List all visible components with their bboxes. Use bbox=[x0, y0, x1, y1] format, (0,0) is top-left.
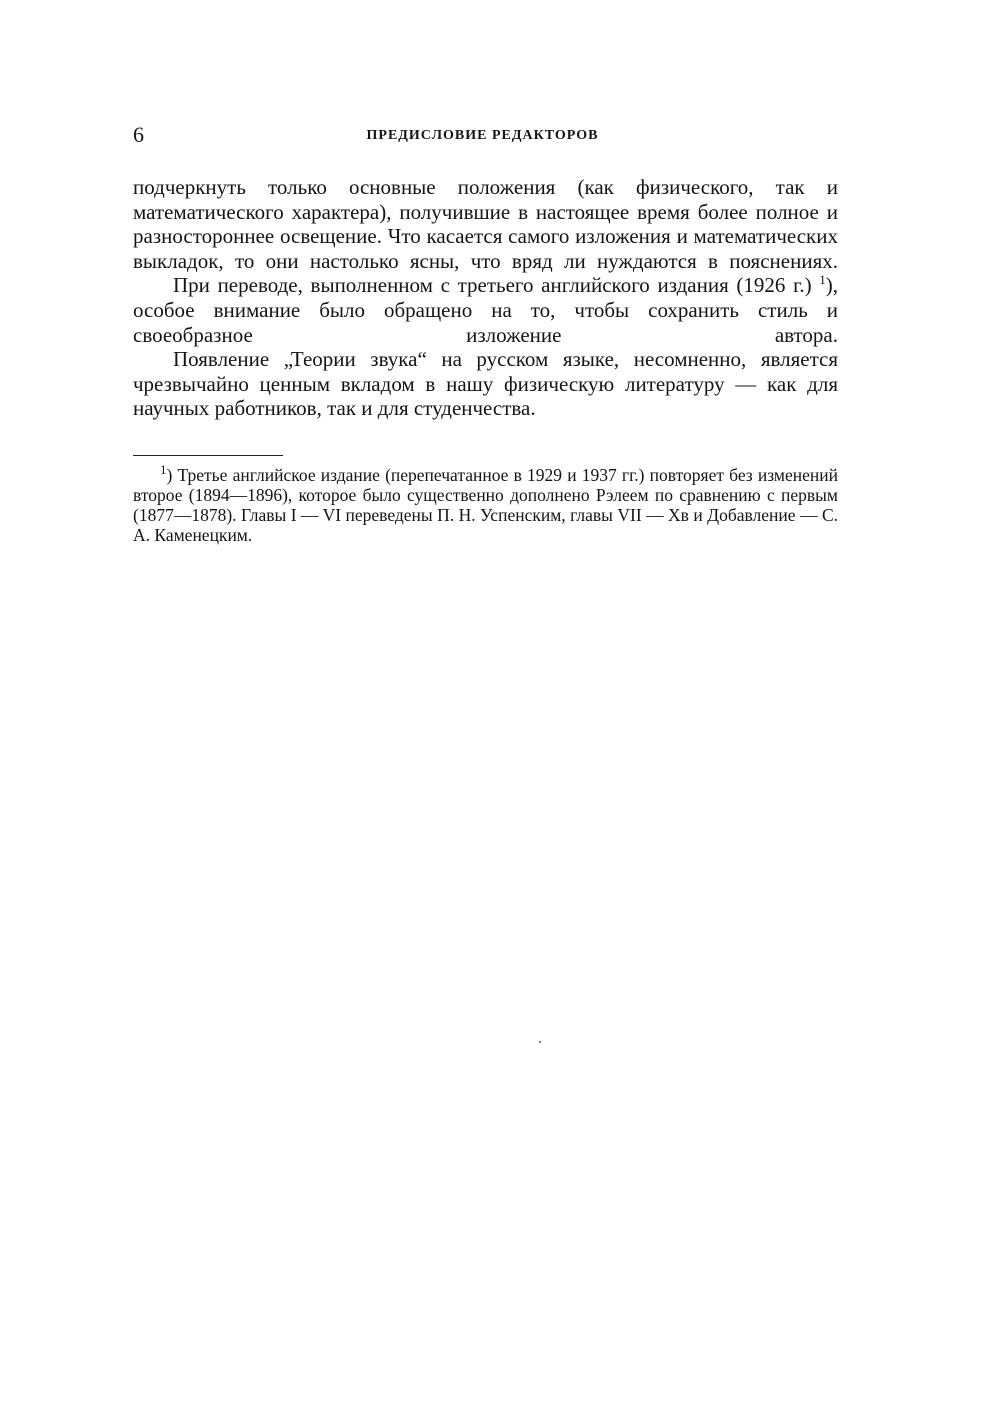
footnote-marker: 1 bbox=[160, 462, 167, 478]
paragraph-1: подчеркнуть только основные положения (как физического, так и математического характера), получившие в настоящее время более полное и разностороннее освещение. Что касается самого изложения и математических выкладок, то они настолько ясны, что вряд ли нуждаются в пояснениях. bbox=[133, 175, 838, 273]
paragraph-2 bbox=[133, 273, 838, 347]
footnote-text: Третье английское издание (перепечатанное в 1929 и 1937 гг.) повторяет без изменений второе (1894—1896), которое было существенно дополнено Рэлеем по сравнению с первым (1877—1878). Главы I — VI переведены П. Н. Успенским, главы VII — Xв и Добавление — С. А. Каменецким. bbox=[133, 465, 838, 545]
paragraph-3: Появление „Теории звука“ на русском языке, несомненно, является чрезвычайно ценным вкладом в нашу физическую литературу — как для научных работников, так и для студенчества. bbox=[133, 347, 838, 421]
footnote-paragraph bbox=[133, 462, 838, 545]
footnote-marker-suffix: ) bbox=[166, 465, 173, 485]
footnote bbox=[133, 462, 838, 545]
paragraph-2-text-start: При переводе, выполненном с третьего английского издания (1926 г.) bbox=[173, 273, 820, 298]
paragraph-2-text-end: ), особое внимание было обращено на то, чтобы сохранить стиль и своеобразное изложение автора. bbox=[133, 273, 838, 347]
footnote-divider bbox=[133, 455, 283, 456]
page-number: 6 bbox=[133, 122, 144, 147]
running-head: ПРЕДИСЛОВИЕ РЕДАКТОРОВ bbox=[366, 128, 599, 143]
main-text bbox=[133, 175, 838, 421]
print-speck bbox=[539, 1041, 541, 1043]
footnote-reference: 1 bbox=[819, 272, 826, 288]
